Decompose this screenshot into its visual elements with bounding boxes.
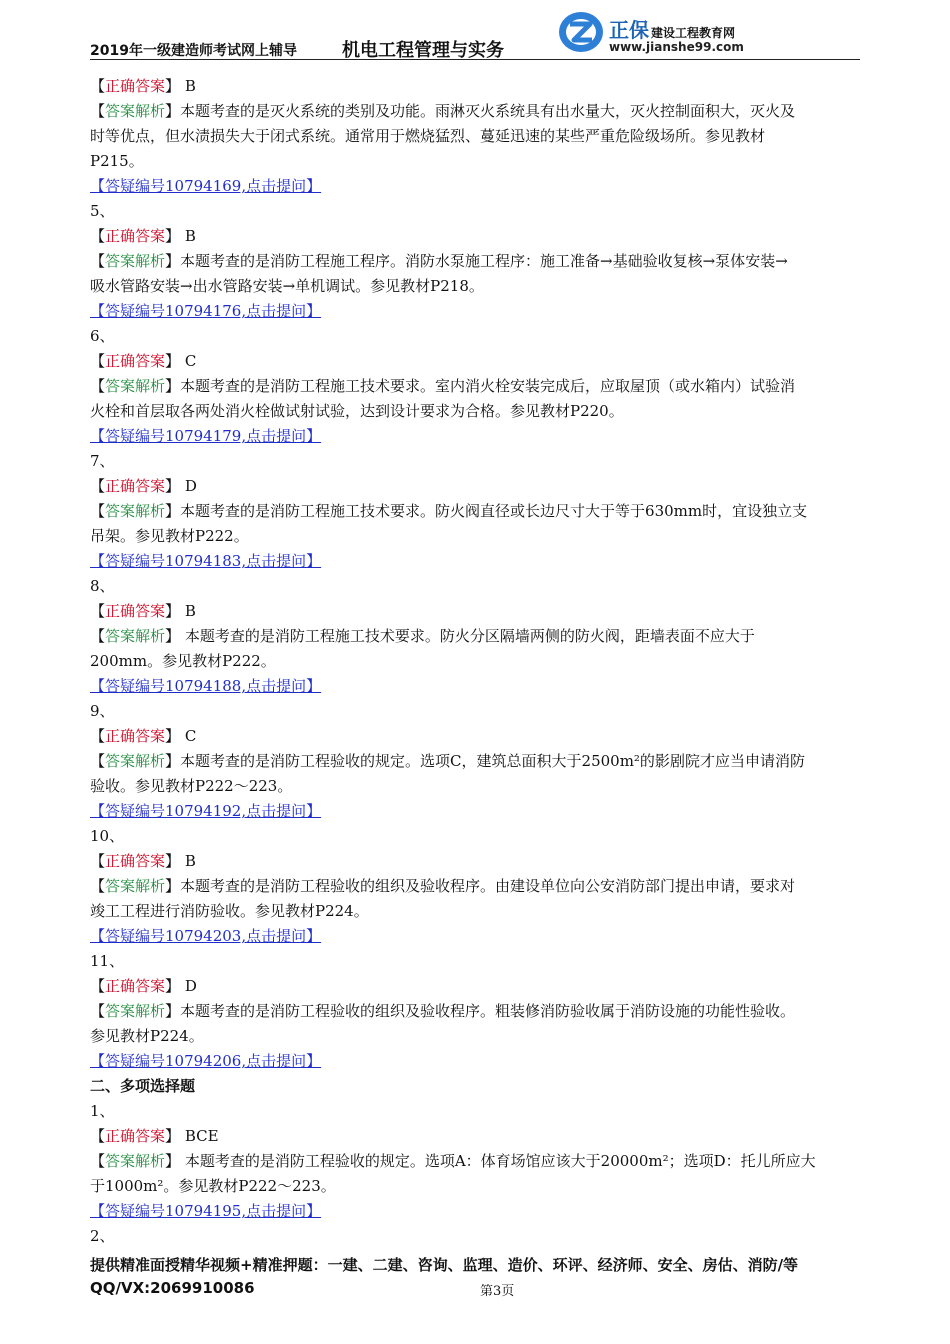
analysis-line: 【答案解析】 本题考查的是消防工程验收的规定。选项A：体育场馆应该大于20000m²；选项D：托儿所应大 <box>90 1152 816 1170</box>
question-number: 1、 <box>90 1102 115 1120</box>
answer-line: 【正确答案】 C <box>90 352 197 370</box>
header-course-title: 2019年一级建造师考试网上辅导 <box>90 43 297 59</box>
analysis-line: 【答案解析】本题考查的是消防工程施工技术要求。防火阀直径或长边尺寸大于等于630mm时，宜设独立支 <box>90 502 808 520</box>
logo-subtitle: 建设工程教育网 <box>651 26 736 40</box>
footer-contact: QQ/VX:2069910086 <box>90 1279 255 1297</box>
footer-advertisement: 提供精准面授精华视频+精准押题：一建、二建、咨询、监理、造价、环评、经济师、安全、房估、消防/等 <box>90 1256 799 1274</box>
question-number: 10、 <box>90 827 125 845</box>
section-title: 二、多项选择题 <box>90 1077 196 1095</box>
header-subject-title: 机电工程管理与实务 <box>342 40 504 61</box>
ask-question-link[interactable]: 【答疑编号10794183,点击提问】 <box>90 552 322 570</box>
ask-question-link[interactable]: 【答疑编号10794192,点击提问】 <box>90 802 322 820</box>
answer-line: 【正确答案】 D <box>90 477 197 495</box>
ask-question-link[interactable]: 【答疑编号10794206,点击提问】 <box>90 1052 322 1070</box>
logo-text <box>609 14 735 43</box>
question-number: 2、 <box>90 1227 115 1245</box>
ask-question-link[interactable]: 【答疑编号10794169,点击提问】 <box>90 177 322 195</box>
analysis-text: P215。 <box>90 152 144 170</box>
page-number: 第3页 <box>480 1284 515 1299</box>
answer-line: 【正确答案】 D <box>90 977 197 995</box>
answer-line: 【正确答案】 B <box>90 77 196 95</box>
logo-mark-icon <box>557 10 605 54</box>
question-number: 7、 <box>90 452 115 470</box>
analysis-text: 200mm。参见教材P222。 <box>90 652 276 670</box>
analysis-line: 【答案解析】本题考查的是灭火系统的类别及功能。雨淋灭火系统具有出水量大，灭火控制面积大，灭火及 <box>90 102 796 120</box>
logo-brand: 正保 <box>609 18 649 42</box>
question-number: 11、 <box>90 952 125 970</box>
analysis-line: 【答案解析】本题考查的是消防工程施工程序。消防水泵施工程序：施工准备→基础验收复核→泵体安装→ <box>90 252 788 270</box>
answer-line: 【正确答案】 BCE <box>90 1127 219 1145</box>
ask-question-link[interactable]: 【答疑编号10794179,点击提问】 <box>90 427 322 445</box>
analysis-text: 吊架。参见教材P222。 <box>90 527 249 545</box>
logo <box>557 6 757 58</box>
ask-question-link[interactable]: 【答疑编号10794195,点击提问】 <box>90 1202 322 1220</box>
analysis-text: 竣工工程进行消防验收。参见教材P224。 <box>90 902 369 920</box>
header-divider <box>90 59 860 60</box>
analysis-text: 验收。参见教材P222～223。 <box>90 777 293 795</box>
question-number: 6、 <box>90 327 115 345</box>
analysis-text: 吸水管路安装→出水管路安装→单机调试。参见教材P218。 <box>90 277 484 295</box>
analysis-line: 【答案解析】本题考查的是消防工程验收的规定。选项C，建筑总面积大于2500m²的影剧院才应当申请消防 <box>90 752 805 770</box>
answer-line: 【正确答案】 B <box>90 852 196 870</box>
analysis-text: 时等优点，但水渍损失大于闭式系统。通常用于燃烧猛烈、蔓延迅速的某些严重危险级场所。参见教材 <box>90 127 766 145</box>
answer-line: 【正确答案】 C <box>90 727 197 745</box>
ask-question-link[interactable]: 【答疑编号10794176,点击提问】 <box>90 302 322 320</box>
logo-url: www.jianshe99.com <box>609 40 744 54</box>
analysis-line: 【答案解析】本题考查的是消防工程施工技术要求。室内消火栓安装完成后，应取屋顶（或水箱内）试验消 <box>90 377 796 395</box>
question-number: 9、 <box>90 702 115 720</box>
analysis-line: 【答案解析】 本题考查的是消防工程施工技术要求。防火分区隔墙两侧的防火阀，距墙表面不应大于 <box>90 627 755 645</box>
ask-question-link[interactable]: 【答疑编号10794188,点击提问】 <box>90 677 322 695</box>
ask-question-link[interactable]: 【答疑编号10794203,点击提问】 <box>90 927 322 945</box>
page-header <box>90 0 860 62</box>
page-content <box>90 74 862 1249</box>
answer-line: 【正确答案】 B <box>90 227 196 245</box>
analysis-line: 【答案解析】本题考查的是消防工程验收的组织及验收程序。粗装修消防验收属于消防设施的功能性验收。 <box>90 1002 796 1020</box>
question-number: 5、 <box>90 202 115 220</box>
analysis-text: 火栓和首层取各两处消火栓做试射试验，达到设计要求为合格。参见教材P220。 <box>90 402 624 420</box>
analysis-text: 参见教材P224。 <box>90 1027 204 1045</box>
analysis-line: 【答案解析】本题考查的是消防工程验收的组织及验收程序。由建设单位向公安消防部门提出申请，要求对 <box>90 877 796 895</box>
answer-line: 【正确答案】 B <box>90 602 196 620</box>
analysis-text: 于1000m²。参见教材P222～223。 <box>90 1177 336 1195</box>
question-number: 8、 <box>90 577 115 595</box>
